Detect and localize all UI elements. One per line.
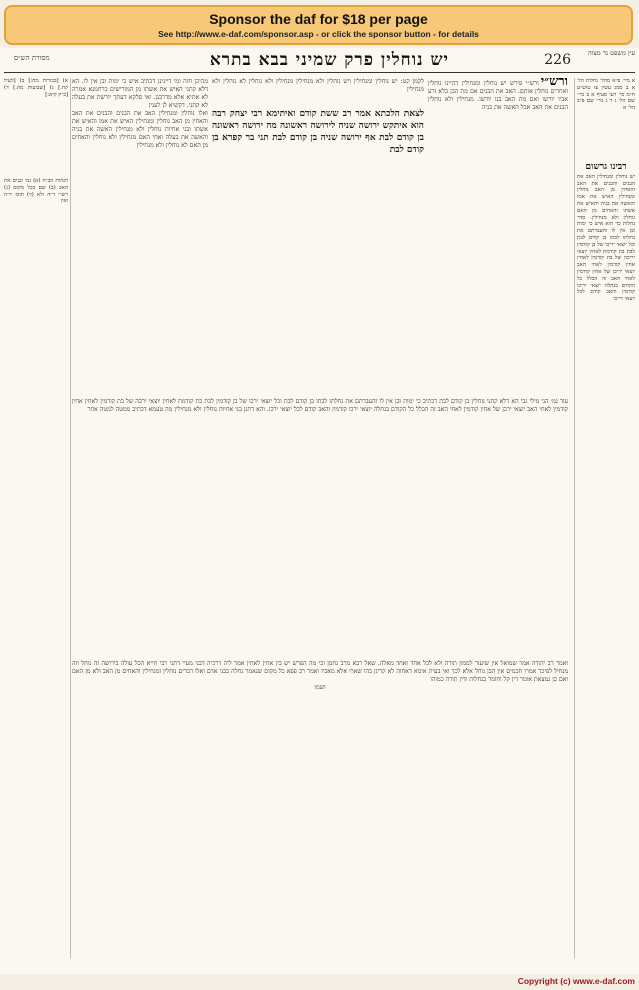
page-number: 226 [544, 52, 571, 68]
hagahot-text: הגהות הב״ח (א) גמ׳ ובנים את האב (ב) שם בכל מקום (ג) רש״י ד״ה ולא (ד) תוס׳ ד״ה ואין [4, 178, 68, 205]
mishna-top-block [212, 78, 424, 106]
rashi-text: ורש״י פירש יש נוחלין ומנחילין דהיינו נוחלין ואחרים נוחלין אותם. האב את הבנים אם מת הבן בלא זרע אביו יורשו ואם מת האב בנו יורשו. מנחילין ולא נוחלין הבנים את האב אבל האשה את בניה [428, 80, 568, 111]
copyright-footer[interactable]: Copyright (c) www.e-daf.com [517, 976, 635, 986]
gemara-main-text: לצאת הלכתא אמר רב ששת קודם ואיתימא רבי יצחק רבה הוא איתקש ירושה שניה לירושה ראשונה מה ירושה ראשונה בן קודם לבת אף ירושה שניה בן קודם לבת תני בר קפרא בן קודם לבת [212, 109, 424, 155]
ein-mishpat-label: עין משפט נר מצוה [588, 49, 635, 57]
sponsor-banner[interactable] [4, 5, 633, 45]
ein-mishpat-column [577, 78, 635, 160]
page-title: יש נוחלין פרק שמיני בבא בתרא [209, 50, 449, 70]
masoret-text: א) [בכורות מח:] ב) [לעיל קח.] ג) [שבועות מח.] ד) [ב״ק קיא:] [4, 78, 68, 98]
sponsor-subtitle[interactable]: See http://www.e-daf.com/sponsor.asp - or click the sponsor button - for details [158, 29, 479, 39]
gemara-main-block [212, 108, 424, 398]
masoret-label: מסורת הש״ס [14, 54, 50, 62]
lower-commentary-block [72, 398, 568, 658]
right-margin-divider [574, 78, 575, 958]
header-rule [4, 72, 635, 73]
rashi-head-word: ורש״י [540, 78, 568, 89]
bottom-commentary-block [72, 660, 568, 960]
page-header [0, 50, 639, 72]
tosafot-text-2: ואלו נוחלין ומנחילין האב את הבנים והבנים את האב והאחין מן האב נוחלין ומנחילין האיש את אמו והאיש את אשתו ובני אחיות נוחלין ולא מנחילין האשה את בניה והאשה את בעלה ואחי האם מנחילין ולא נוחלין והאחים מן האם לא נוחלין ולא מנחילין [72, 110, 208, 149]
rabbeinu-gershom-text: יש נוחלין ומנחילין האב את הבנים והבנים את האב והאחין מן האב נוחלין ומנחילין האיש את אמו והאשה את בניה והאיש את אשתו והאחים מן האם נוחלין ולא מנחילין. סדר נחלות כך הוא איש כי ימות ובן אין לו והעברתם את נחלתו לבתו בן קודם לבת וכל יוצאי יריכו של בן קודמין לבת בת קודמת לאחין יוצאי יריכה של בת קודמין לאחין אחין קודמין לאחי האב יוצאי יריכן של אחין קודמין לאחי האב זה הכלל כל הקודם בנחלה יוצאי יריכו קודמין והאב קודם לכל יוצאי יריכו [577, 173, 635, 303]
tosafot-text: מהיכן חזה ומי דיינינן דכתיב איש כי ימות ובן אין לו. הא דלא קתני האיש את אשתו מן המורישים כרחמנא אמרה לא אתיא אלא מדרבנן. ואי סלקא דעתך יורשת את בעלה לא קתני. דקשיא לן לענין [72, 78, 208, 109]
lower-commentary-text: עוד גמ׳ הני מילי גבי הא דלא קתני נוחלין בן קודם לבת דכתיב כי ימות ובן אין לו והעברתם את נחלתו לבתו בן קודם לבת וכל יוצאי ירכו של בן קודמין לבת בת קודמת לאחין יוצאי ירכה של בת קודמין לאחין אחין קודמין לאחי האב יוצאי ירכן של אחין קודמין לאחי האב זה הכלל כל הקודם בנחלה יוצאי ירכו קודמין והאב קודם לכל יוצאי ירכו. והא דתנן בני אחיות נוחלין ולא מנחילין מה טעמא דכתיב ממטה למטה אחר [72, 398, 568, 413]
talmud-page [0, 48, 639, 974]
bottom-commentary-text: ואמר רב יהודה אמר שמואל אין שיעור לממון תורה ולא לכל אחד ואחד מאלה. שאל רבא מרב נחמן וכי מה הפרש יש בין אחין לאחין אמר ליה דרכיה דבני מעיי דתני רבי חייא הכל עולה בירושה זה נוחל וזה מנחיל לפיכך אמרו חכמים אין הבן נוחל אלא לכך ואי בעית אימא דאחוה לא קרינן בהו שארו אלא מאביו ואמר רב פפא כל מקום שנאמר נחלה כבני אדם ואלו דברים נוחלין ומנחילין והאחים מן האב ולא מן האם ואם כן נמצאת אומר דין קל וחומר בנחלות ודין תורה כמוהו [72, 660, 568, 683]
hagahot-column [4, 178, 68, 378]
left-margin-divider [70, 78, 71, 958]
masoret-column [4, 78, 68, 138]
ein-mishpat-text: א מיי׳ פ״א מהל׳ נחלות הל׳ א ב סמג עשין צו טוש״ע ח״מ סי׳ רעו סעיף א ב מיי׳ שם הל׳ ג ד ג מיי׳ שם פ״ב הל׳ א [577, 78, 635, 112]
rabbeinu-gershom-column [577, 162, 635, 962]
rabbeinu-gershom-heading: רבינו גרשום [585, 162, 627, 172]
catchword: ושמו [314, 684, 326, 691]
mishna-top-text: לקמן קט: יש נוחלין ומנחילין ויש נוחלין ולא מנחילין מנחילין ולא נוחלין לא נוחלין ולא מנחילין [212, 78, 424, 93]
sponsor-title[interactable]: Sponsor the daf for $18 per page [209, 11, 428, 27]
